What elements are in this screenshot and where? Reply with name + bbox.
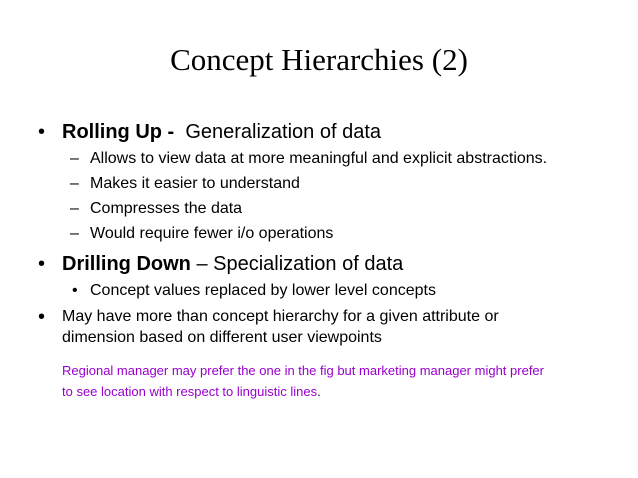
bullet-icon: •: [38, 121, 46, 143]
bullet-drilling-down: [62, 252, 403, 276]
dash-icon: –: [70, 175, 79, 192]
note-line: Regional manager may prefer the one in the fig but marketing manager might prefer: [62, 363, 544, 378]
bullet-line: May have more than concept hierarchy for a given attribute or: [62, 308, 499, 325]
note-period: .: [317, 384, 321, 399]
bullet-text: Generalization of data: [185, 121, 382, 143]
bullet-term: Rolling Up -: [62, 121, 175, 143]
note: [62, 360, 622, 402]
sub-bullet: Allows to view data at more meaningful and explicit abstractions.: [90, 150, 548, 167]
sub-bullet: Would require fewer i/o operations: [90, 225, 334, 242]
dash-icon: –: [70, 225, 79, 242]
bullet-line: dimension based on different user viewpoints: [62, 329, 382, 346]
bullet-icon: •: [38, 306, 46, 328]
slide-title: Concept Hierarchies (2): [170, 42, 468, 77]
note-line-text: to see location with respect to linguistic lines: [62, 384, 318, 399]
sub-bullet: Makes it easier to understand: [90, 175, 300, 192]
bullet-rolling-up: [62, 120, 381, 144]
dash-icon: –: [70, 200, 79, 217]
sub-bullet: Compresses the data: [90, 200, 243, 217]
bullet-icon: •: [38, 253, 46, 275]
sub-bullet: Concept values replaced by lower level concepts: [90, 282, 436, 299]
bullet-text: – Specialization of data: [196, 253, 404, 275]
bullet-term: Drilling Down: [62, 253, 191, 275]
note-line-2: [62, 381, 622, 402]
dash-icon: –: [70, 150, 79, 167]
sub-bullet-dot-icon: •: [72, 282, 78, 299]
